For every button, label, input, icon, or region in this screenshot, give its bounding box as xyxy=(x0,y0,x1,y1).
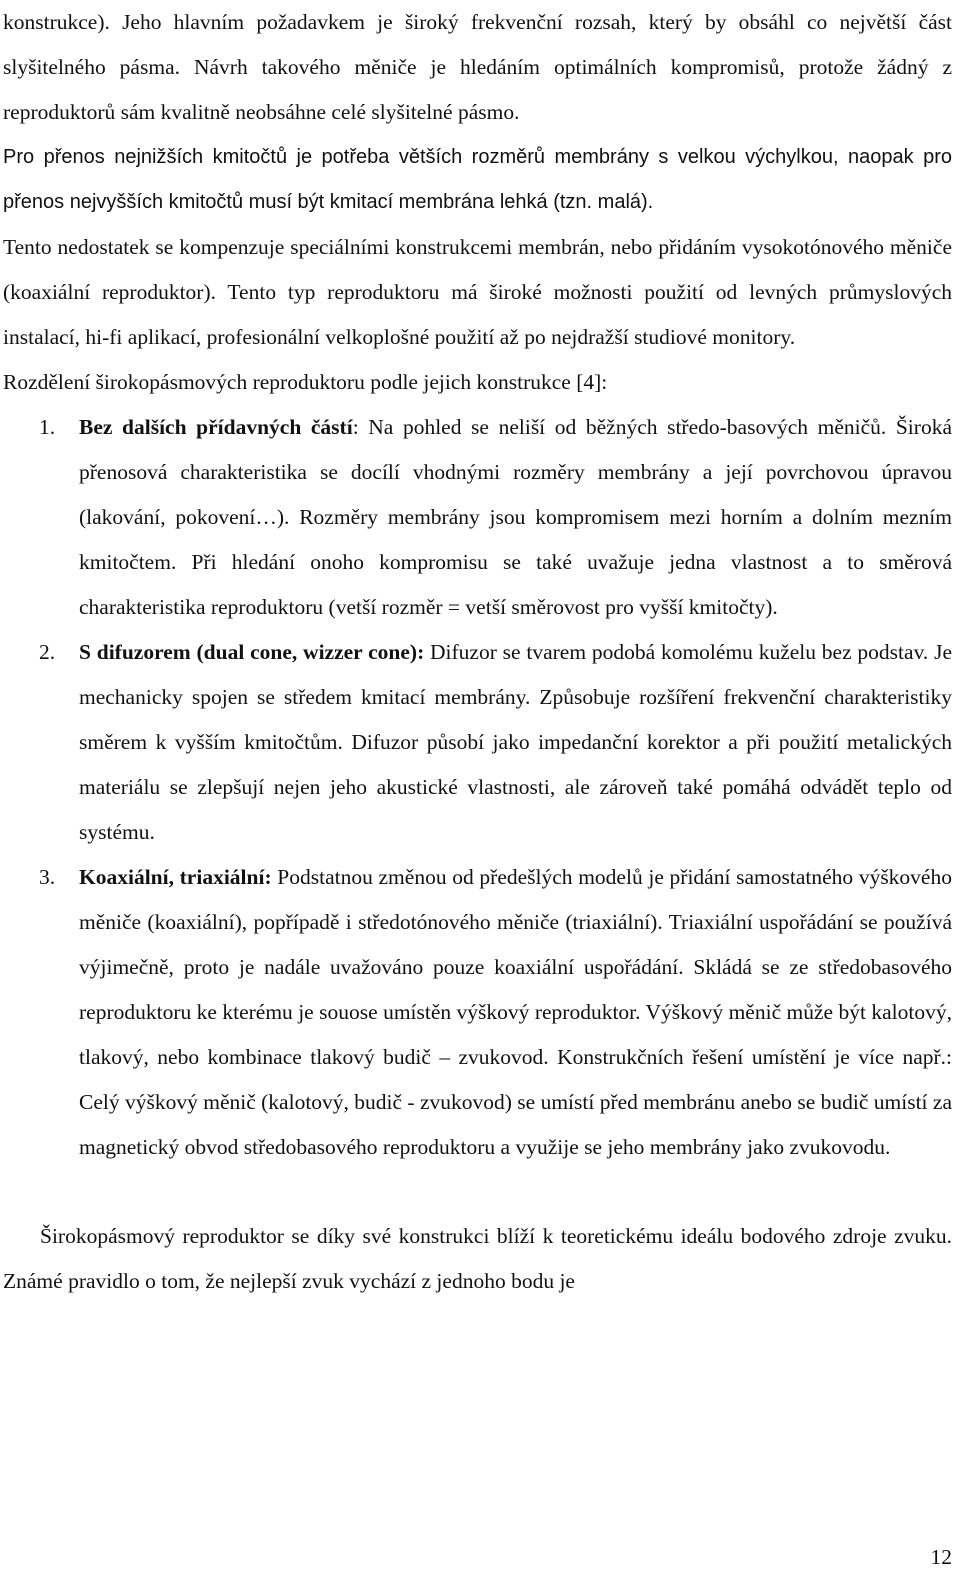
closing-paragraph: Širokopásmový reproduktor se díky své konstrukci blíží k teoretickému ideálu bodového zdroje zvuku. Známé pravidlo o tom, že nejlepší zvuk vychází z jednoho bodu je xyxy=(3,1224,952,1293)
body-text xyxy=(3,0,952,1304)
intro-paragraph: konstrukce). Jeho hlavním požadavkem je široký frekvenční rozsah, který by obsáhl co největší část slyšitelného pásma. Návrh takového měniče je hledáním optimálních kompromisů, protože žádný z reproduktorů sám kvalitně neobsáhne celé slyšitelné pásmo. xyxy=(3,10,952,124)
list-item-number: 2. xyxy=(39,640,56,664)
list-item-text: Na pohled se neliší od běžných středo-basových měničů. Široká přenosová charakteristika se docílí vhodnými rozměry membrány a její povrchovou úpravou (lakování, pokovení…). Rozměry membrány jsou kompromisem mezi horním a dolním mezním kmitočtem. Při hledání onoho kompromisu se také uvažuje jedna vlastnost a to směrová charakteristika reproduktoru (vetší rozměr = vetší směrovost pro vyšší kmitočty). xyxy=(79,415,952,619)
list-item-number: 3. xyxy=(39,865,56,889)
speaker-types-list xyxy=(3,405,952,1170)
page-number: 12 xyxy=(930,1545,952,1569)
list-item xyxy=(3,405,952,630)
list-item-text: Podstatnou změnou od předešlých modelů je přidání samostatného výškového měniče (koaxiální), popřípadě i středotónového měniče (triaxiální). Triaxiální uspořádání se používá výjimečně, proto je nadále uvažováno pouze koaxiální uspořádání. Skládá se ze středobasového reproduktoru ke kterému je souose umístěn výškový reproduktor. Výškový měnič může být kalotový, tlakový, nebo kombinace tlakový budič – zvukovod. Konstrukčních řešení umístění je více např.: Celý výškový měnič (kalotový, budič - zvukovod) se umístí před membránu anebo se budič umístí za magnetický obvod středobasového reproduktoru a využije se jeho membrány jako zvukovodu. xyxy=(79,865,952,1159)
list-item xyxy=(3,630,952,855)
intro-paragraph: Tento nedostatek se kompenzuje speciálními konstrukcemi membrán, nebo přidáním vysokotónového měniče (koaxiální reproduktor). Tento typ reproduktoru má široké možnosti použití od levných průmyslových instalací, hi-fi aplikací, profesionální velkoplošné použití až po nejdražší studiové monitory. xyxy=(3,235,952,349)
list-item-text: Difuzor se tvarem podobá komolému kuželu bez podstav. Je mechanicky spojen se středem kmitací membrány. Způsobuje rozšíření frekvenční charakteristiky směrem k vyšším kmitočtům. Difuzor působí jako impedanční korektor a při použití metalických materiálu se zlepšují nejen jeho akustické vlastnosti, ale zároveň také pomáhá odvádět teplo od systému. xyxy=(79,640,953,844)
intro-paragraph-sans: Pro přenos nejnižších kmitočtů je potřeba větších rozměrů membrány s velkou výchylkou, naopak pro přenos nejvyšších kmitočtů musí být kmitací membrána lehká (tzn. malá). xyxy=(3,146,952,213)
list-item-number: 1. xyxy=(39,415,56,439)
list-item-term: Bez dalších přídavných částí xyxy=(79,415,353,439)
list-item xyxy=(3,855,952,1170)
list-intro: Rozdělení širokopásmových reproduktoru podle jejich konstrukce [4]: xyxy=(3,370,608,394)
list-item-term: S difuzorem (dual cone, wizzer cone): xyxy=(79,640,425,664)
list-item-term: Koaxiální, triaxiální: xyxy=(79,865,272,889)
list-item-separator: : xyxy=(352,415,359,439)
